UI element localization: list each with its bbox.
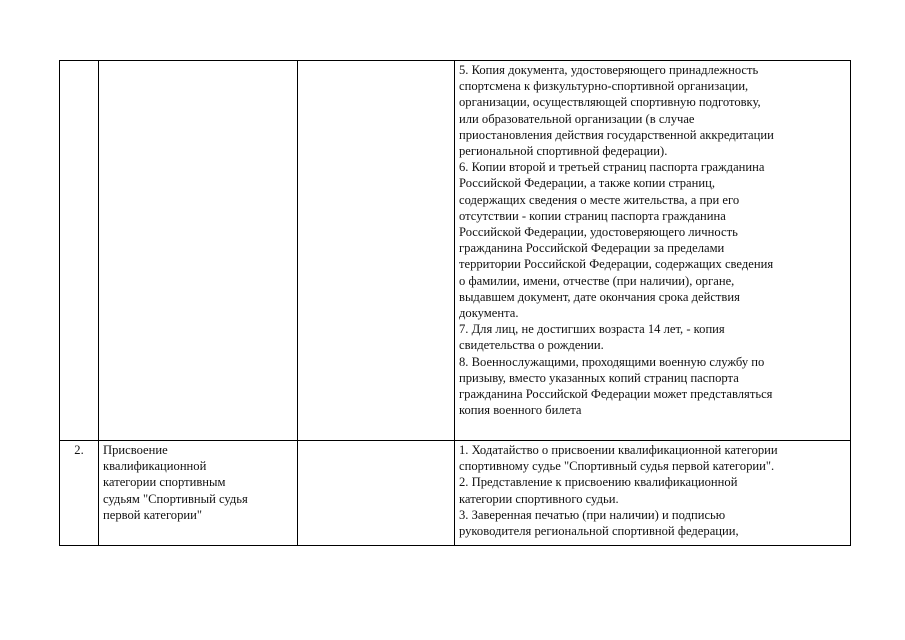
text-line: 5. Копия документа, удостоверяющего принадлежность: [459, 63, 759, 77]
text-line: отсутствии - копии страниц паспорта гражданина: [459, 208, 726, 223]
text-line: 3. Заверенная печатью (при наличии) и подписью: [459, 507, 726, 522]
text-line: призыву, вместо указанных копий страниц паспорта: [459, 370, 739, 385]
table-row: [60, 441, 851, 546]
text-line: Российской Федерации, а также копии страниц,: [459, 176, 716, 191]
text-line: о фамилии, имени, отчестве (при наличии), органе,: [459, 273, 735, 288]
text-line: судьям "Спортивный судья: [103, 491, 248, 506]
table-row: [60, 61, 851, 441]
service-name-cell: [99, 61, 298, 441]
text-line: 2. Представление к присвоению квалификационной: [459, 475, 738, 490]
text-line: Присвоение: [103, 443, 168, 457]
text-line: организации, осуществляющей спортивную подготовку,: [459, 95, 761, 110]
empty-cell: [298, 61, 455, 441]
text-line: спортсмена к физкультурно-спортивной организации,: [459, 79, 749, 94]
text-line: территории Российской Федерации, содержащих сведения: [459, 257, 774, 272]
text-line: содержащих сведения о месте жительства, а при его: [459, 192, 740, 207]
text-line: 7. Для лиц, не достигших возраста 14 лет, - копия: [459, 322, 725, 337]
text-line: Российской Федерации, удостоверяющего личность: [459, 225, 738, 240]
text-line: выдавшем документ, дате окончания срока действия: [459, 289, 740, 304]
service-name-cell: [99, 441, 298, 546]
documents-list-cell: [455, 441, 851, 546]
text-line: свидетельства о рождении.: [459, 338, 604, 353]
text-line: руководителя региональной спортивной федерации,: [459, 524, 739, 539]
empty-cell: [298, 441, 455, 546]
text-line: документа.: [459, 306, 519, 321]
text-line: спортивному судье "Спортивный судья первой категории".: [459, 459, 775, 474]
text-line: первой категории": [103, 507, 203, 522]
text-line: 8. Военнослужащими, проходящими военную службу по: [459, 354, 765, 369]
text-line: или образовательной организации (в случае: [459, 111, 695, 126]
text-line: квалификационной: [103, 459, 207, 474]
text-line: категории спортивным: [103, 475, 226, 490]
text-line: 1. Ходатайство о присвоении квалификационной категории: [459, 443, 778, 457]
text-line: региональной спортивной федерации).: [459, 144, 668, 159]
documents-list-cell: [455, 61, 851, 441]
text-line: приостановления действия государственной аккредитации: [459, 127, 774, 142]
text-line: копия военного билета: [459, 403, 582, 418]
text-line: гражданина Российской Федерации может представляться: [459, 387, 773, 402]
row-number-cell: 2.: [60, 441, 99, 546]
row-number-cell: [60, 61, 99, 441]
text-line: 6. Копии второй и третьей страниц паспорта гражданина: [459, 160, 765, 175]
text-line: категории спортивного судьи.: [459, 491, 619, 506]
requirements-table: [59, 60, 851, 546]
text-line: гражданина Российской Федерации за пределами: [459, 241, 725, 256]
